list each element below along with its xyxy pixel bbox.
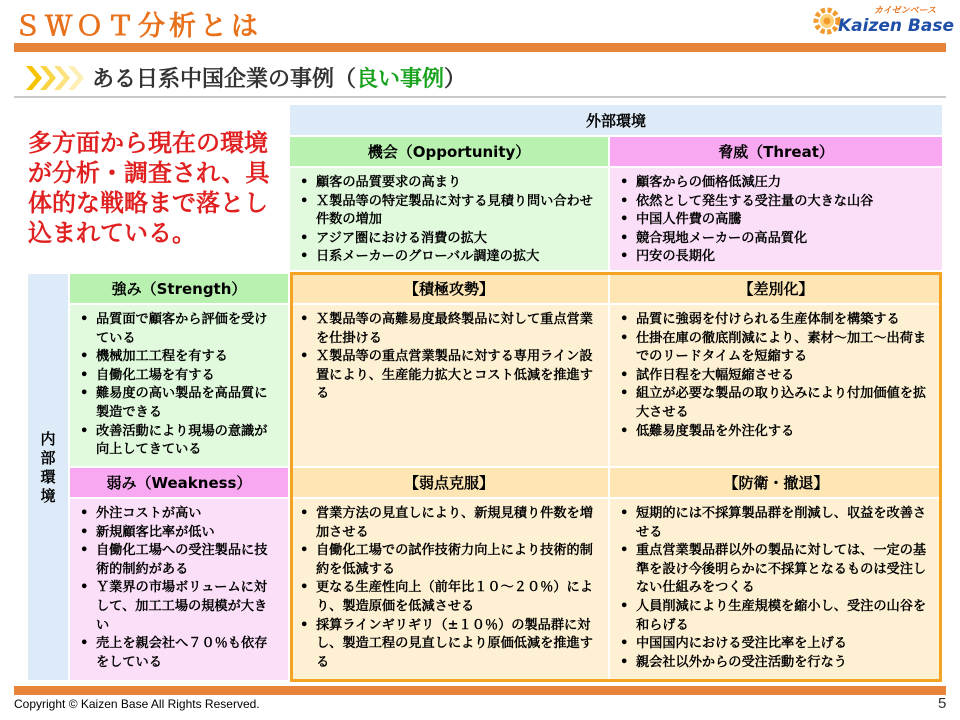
subtitle-underline	[14, 96, 946, 98]
logo-kana: カイゼンベース	[874, 6, 937, 16]
list-item: • 円安の長期化	[620, 248, 934, 267]
wt-strategy-header: 【防衛・撤退】	[610, 468, 942, 497]
logo-text: Kaizen Base	[838, 16, 954, 36]
strength-header: 強み（Strength）	[70, 274, 288, 303]
list-item: • 自働化工場を有する	[80, 367, 280, 386]
list-item: • 外注コストが高い	[80, 505, 280, 524]
list-item: • 難易度の高い製品を高品質に製造できる	[80, 385, 280, 422]
opportunity-body	[290, 168, 608, 270]
strength-body	[70, 305, 288, 466]
list-item: • 改善活動により現場の意識が向上してきている	[80, 423, 280, 460]
list-item: • 重点営業製品群以外の製品に対しては、一定の基準を設け今後明らかに不採算となるものは受注しない仕組みをつくる	[620, 542, 934, 598]
list-item: • 仕掛在庫の徹底削減により、素材～加工～出荷までのリードタイムを短縮する	[620, 330, 934, 367]
internal-environment-label	[28, 274, 68, 680]
st-strategy-header: 【差別化】	[610, 274, 942, 303]
slide-title: ＳＷＯＴ分析とは	[14, 11, 262, 42]
list-item: • 自働化工場への受注製品に技術的制約がある	[80, 542, 280, 579]
list-item: • 依然として発生する受注量の大きな山谷	[620, 193, 934, 212]
list-item: • 売上を親会社へ７０％も依存をしている	[80, 635, 280, 672]
header-divider	[14, 43, 946, 52]
so-strategy-body	[290, 305, 608, 466]
footer-divider	[14, 686, 946, 695]
weakness-header: 弱み（Weakness）	[70, 468, 288, 497]
list-item: • 顧客の品質要求の高まり	[300, 174, 600, 193]
weakness-body	[70, 499, 288, 680]
list-item: • 組立が必要な製品の取り込みにより付加価値を拡大させる	[620, 385, 934, 422]
copyright-text: Copyright © Kaizen Base All Rights Reserved.	[14, 697, 260, 711]
subtitle-end: ）	[444, 67, 467, 92]
list-item: • 短期的には不採算製品群を削減し、収益を改善させる	[620, 505, 934, 542]
st-strategy-body	[610, 305, 942, 466]
list-item: • 自働化工場での試作技術力向上により技術的制約を低減する	[300, 542, 600, 579]
list-item: • 競合現地メーカーの高品質化	[620, 230, 934, 249]
wo-strategy-header: 【弱点克服】	[290, 468, 608, 497]
list-item: • 人員削減により生産規模を縮小し、受注の山谷を和らげる	[620, 598, 934, 635]
opportunity-header: 機会（Opportunity）	[290, 137, 608, 166]
threat-body	[610, 168, 942, 270]
external-environment-header: 外部環境	[290, 105, 942, 135]
threat-header: 脅威（Threat）	[610, 137, 942, 166]
page-number: 5	[938, 695, 947, 712]
list-item: • Ｘ製品等の重点営業製品に対する専用ライン設置により、生産能力拡大とコスト低減を推進する	[300, 348, 600, 404]
wt-strategy-body	[610, 499, 942, 680]
subtitle-main: ある日系中国企業の事例（	[92, 67, 357, 92]
list-item: • 機械加工工程を有する	[80, 348, 280, 367]
chevron-arrows-icon	[26, 64, 86, 92]
list-item: • 低難易度製品を外注化する	[620, 423, 934, 442]
list-item: • Ｙ業界の市場ボリュームに対して、加工工場の規模が大きい	[80, 579, 280, 635]
list-item: • Ｘ製品等の特定製品に対する見積り問い合わせ件数の増加	[300, 193, 600, 230]
internal-environment-text: 内部環境	[40, 430, 56, 505]
list-item: • 更なる生産性向上（前年比１０～２０％）により、製造原価を低減させる	[300, 579, 600, 616]
list-item: • Ｘ製品等の高難易度最終製品に対して重点営業を仕掛ける	[300, 311, 600, 348]
list-item: • アジア圏における消費の拡大	[300, 230, 600, 249]
intro-text: 多方面から現在の環境が分析・調査され、具体的な戦略まで落とし込まれている。	[28, 129, 270, 247]
list-item: • 親会社以外からの受注活動を行なう	[620, 654, 934, 673]
list-item: • 品質に強弱を付けられる生産体制を構築する	[620, 311, 934, 330]
slide-subtitle	[92, 62, 466, 93]
list-item: • 新規顧客比率が低い	[80, 524, 280, 543]
list-item: • 営業方法の見直しにより、新規見積り件数を増加させる	[300, 505, 600, 542]
so-strategy-header: 【積極攻勢】	[290, 274, 608, 303]
list-item: • 中国国内における受注比率を上げる	[620, 635, 934, 654]
list-item: • 顧客からの価格低減圧力	[620, 174, 934, 193]
list-item: • 品質面で顧客から評価を受けている	[80, 311, 280, 348]
list-item: • 採算ラインギリギリ（±１０％）の製品群に対し、製造工程の見直しにより原価低減を推進する	[300, 617, 600, 673]
subtitle-highlight: 良い事例	[356, 67, 445, 92]
wo-strategy-body	[290, 499, 608, 680]
list-item: • 中国人件費の高騰	[620, 211, 934, 230]
list-item: • 日系メーカーのグローバル調達の拡大	[300, 248, 600, 267]
list-item: • 試作日程を大幅短縮させる	[620, 367, 934, 386]
